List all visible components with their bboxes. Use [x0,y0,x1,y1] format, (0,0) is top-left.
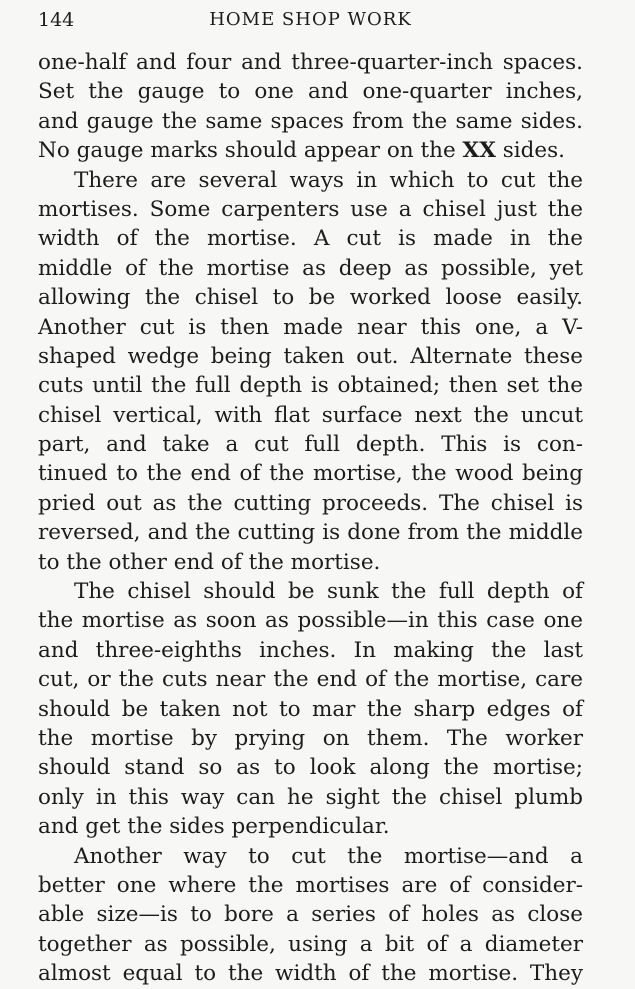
page-number: 144 [38,9,75,31]
text-line: pried out as the cutting proceeds. The chisel is [38,490,583,516]
text-line [38,136,583,165]
text-line: together as possible, using a bit of a diameter [38,931,583,957]
text-line: cut, or the cuts near the end of the mortise, care [38,667,583,693]
text-line: Set the gauge to one and one-quarter inches, [38,79,583,105]
text-line: able size—is to bore a series of holes as close [38,902,583,928]
text-line: and get the sides perpendicular. [38,814,390,840]
text-line: better one where the mortises are of consider- [38,872,583,898]
text-line: Another cut is then made near this one, a V- [38,314,583,340]
text-line: almost equal to the width of the mortise. They [38,961,583,987]
text-line: the mortise as soon as possible—in this case one [38,608,583,634]
bold-marks: XX [462,138,496,164]
running-head: HOME SHOP WORK [209,9,412,30]
text-line: shaped wedge being taken out. Alternate these [38,343,583,369]
text-line: allowing the chisel to be worked loose easily. [38,285,583,311]
text-line: middle of the mortise as deep as possible, yet [38,255,583,281]
text-line: and gauge the same spaces from the same sides. [38,108,583,134]
body-text [38,48,583,989]
text-run: sides. [495,138,566,164]
text-line: Another way to cut the mortise—and a [74,843,583,869]
text-line: one-half and four and three-quarter-inch spaces. [38,50,583,75]
text-line: should stand so as to look along the mortise; [38,755,583,781]
text-line: the mortise by prying on them. The worker [38,725,583,751]
page-header [38,8,583,32]
text-line: part, and take a cut full depth. This is con- [38,432,583,458]
text-line: The chisel should be sunk the full depth of [74,579,583,605]
text-run: No gauge marks should appear on the [38,138,463,164]
text-line: width of the mortise. A cut is made in the [38,226,583,252]
text-line: mortises. Some carpenters use a chisel just the [38,196,583,222]
text-line: reversed, and the cutting is done from the middle [38,520,583,546]
text-line: cuts until the full depth is obtained; then set the [38,373,583,399]
text-line: tinued to the end of the mortise, the wood being [38,461,583,487]
text-line: There are several ways in which to cut the [74,167,583,193]
text-line: only in this way can he sight the chisel plumb [38,784,583,810]
text-line: chisel vertical, with flat surface next the uncut [38,402,583,428]
text-line: and three-eighths inches. In making the last [38,637,583,663]
text-line: to the other end of the mortise. [38,549,381,575]
text-line: should be taken not to mar the sharp edges of [38,696,583,722]
